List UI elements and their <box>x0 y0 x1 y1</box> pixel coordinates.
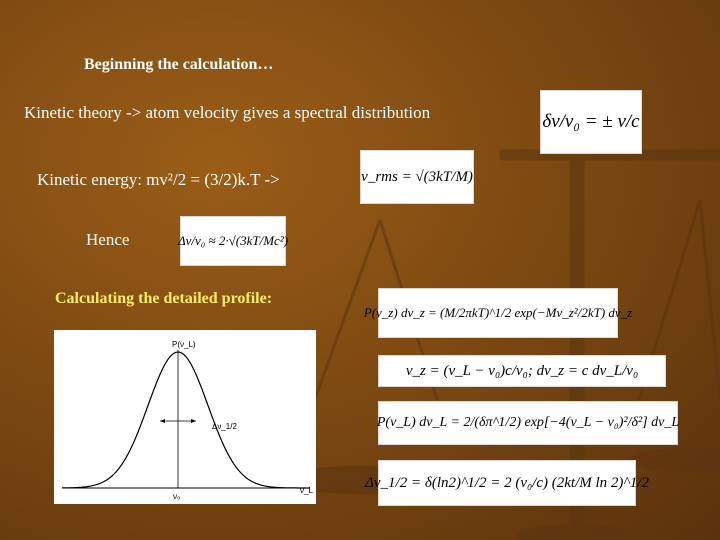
scale-pan-right <box>630 448 720 472</box>
kinetic-energy-text: Kinetic energy: mv²/2 = (3/2)k.T -> <box>37 170 280 189</box>
velocity-substitution-equation: v_z = (ν_L − ν₀)c/ν₀; dv_z = c dν_L/ν₀ <box>378 355 666 387</box>
rms-velocity-equation: v_rms = √(3kT/M) <box>360 150 474 204</box>
scale-base <box>515 525 635 540</box>
gaussian-plot-svg <box>54 330 316 504</box>
fwhm-arrow-left <box>160 419 165 423</box>
hence-text: Hence <box>86 230 130 249</box>
doppler-shift-equation: δν/ν₀ = ± v/c <box>540 90 642 154</box>
plot-x-label: ν_L <box>300 486 313 495</box>
plot-y-label: P(ν_L) <box>172 340 196 349</box>
slide-heading: Beginning the calculation… <box>84 56 274 73</box>
maxwell-distribution-equation: P(v_z) dv_z = (M/2πkT)^1/2 exp(−Mv_z²/2kT) dv_z <box>378 288 618 338</box>
plot-width-label: Δν_1/2 <box>212 422 237 431</box>
gaussian-curve <box>62 352 310 488</box>
fwhm-arrow-right <box>191 419 196 423</box>
detailed-profile-subheading: Calculating the detailed profile: <box>55 290 273 307</box>
plot-center-label: ν₀ <box>173 492 181 501</box>
spectral-profile-equation: P(ν_L) dν_L = 2/(δπ^1/2) exp[−4(ν_L − ν₀)²/δ²] dν_L <box>378 401 678 445</box>
kinetic-theory-text: Kinetic theory -> atom velocity gives a spectral distribution <box>24 103 431 122</box>
gaussian-profile-plot <box>54 330 316 504</box>
linewidth-estimate-equation: Δν/ν₀ ≈ 2·√(3kT/Mc²) <box>180 216 286 266</box>
fwhm-equation: Δν_1/2 = δ(ln2)^1/2 = 2 (ν₀/c) (2kt/M ln 2)^1/2 <box>378 460 636 506</box>
